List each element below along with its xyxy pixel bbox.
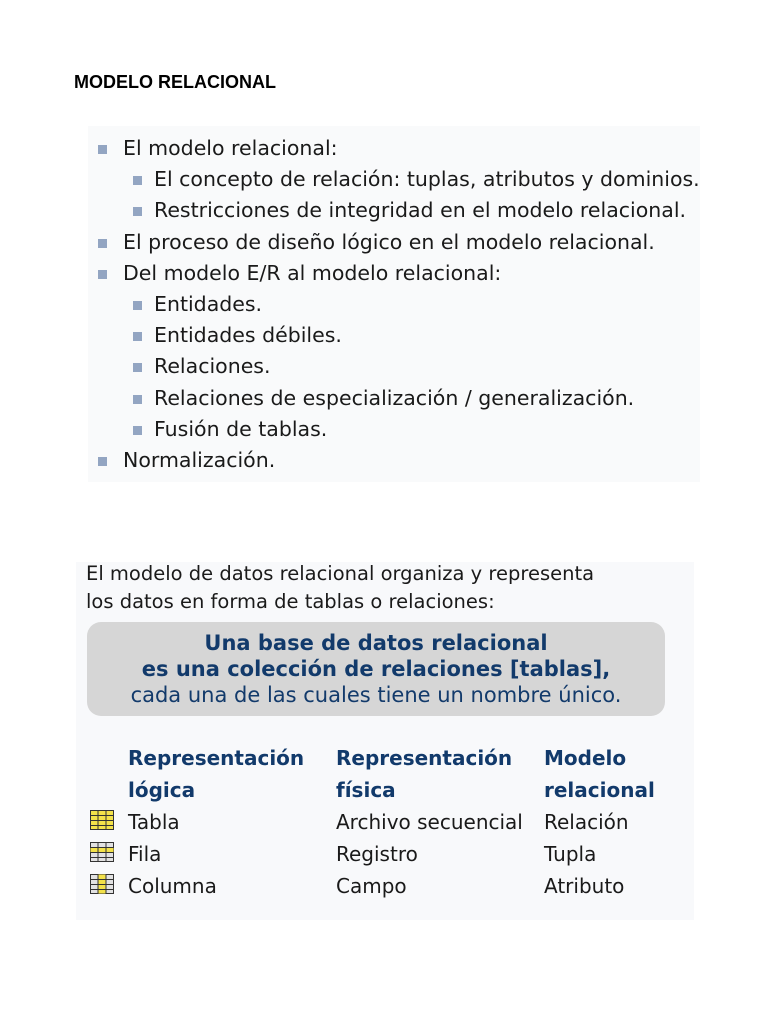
header-relational-line-1: Modelo	[544, 746, 627, 770]
bullet-icon	[133, 395, 142, 404]
intro-text-line-2: los datos en forma de tablas o relaciones:	[86, 590, 495, 613]
outline-list	[88, 126, 700, 482]
outline-subitem: Entidades.	[154, 292, 263, 316]
bullet-icon	[98, 239, 107, 248]
outline-item: Normalización.	[123, 448, 276, 472]
bullet-icon	[133, 301, 142, 310]
row-1-logical: Tabla	[128, 810, 180, 834]
row-1-relational: Relación	[544, 810, 629, 834]
header-physical-line-1: Representación	[336, 746, 513, 770]
callout-line-2: es una colección de relaciones [tablas],	[141, 657, 611, 681]
row-1-physical: Archivo secuencial	[336, 810, 523, 834]
row-3-relational: Atributo	[544, 874, 625, 898]
header-logical-line-2: lógica	[128, 778, 196, 802]
table-icon	[90, 810, 114, 830]
bullet-icon	[133, 426, 142, 435]
bullet-icon	[133, 176, 142, 185]
page-title: MODELO RELACIONAL	[74, 72, 276, 92]
outline-item: El modelo relacional:	[123, 136, 338, 160]
outline-subitem: Fusión de tablas.	[154, 416, 328, 441]
callout-line-3: cada una de las cuales tiene un nombre único.	[130, 683, 622, 707]
outline-subitem: Relaciones de especialización / generalización.	[154, 385, 635, 410]
row-2-relational: Tupla	[544, 842, 597, 866]
row-3-physical: Campo	[336, 874, 407, 898]
header-relational-line-2: relacional	[544, 778, 655, 802]
bullet-icon	[133, 207, 142, 216]
bullet-icon	[133, 363, 142, 372]
bullet-icon	[98, 457, 107, 466]
outline-item: Del modelo E/R al modelo relacional:	[123, 260, 502, 285]
row-icon	[90, 842, 114, 862]
outline-subitem: Restricciones de integridad en el modelo relacional.	[154, 198, 687, 223]
header-logical-line-1: Representación	[128, 746, 305, 770]
relational-model-figure	[76, 562, 694, 920]
bullet-icon	[98, 270, 107, 279]
outline-subitem: El concepto de relación: tuplas, atributos y dominios.	[154, 167, 700, 192]
bullet-icon	[98, 145, 107, 154]
column-icon	[90, 874, 114, 894]
outline-subitem: Relaciones.	[154, 354, 271, 379]
outline-subitem: Entidades débiles.	[154, 323, 342, 348]
row-2-physical: Registro	[336, 842, 418, 866]
intro-text-line-1: El modelo de datos relacional organiza y representa	[86, 562, 595, 585]
bullet-icon	[133, 332, 142, 341]
row-2-logical: Fila	[128, 842, 162, 866]
callout-line-1: Una base de datos relacional	[204, 631, 548, 655]
definition-callout	[87, 622, 665, 716]
row-3-logical: Columna	[128, 874, 217, 898]
header-physical-line-2: física	[336, 778, 396, 802]
outline-item: El proceso de diseño lógico en el modelo relacional.	[123, 229, 655, 254]
